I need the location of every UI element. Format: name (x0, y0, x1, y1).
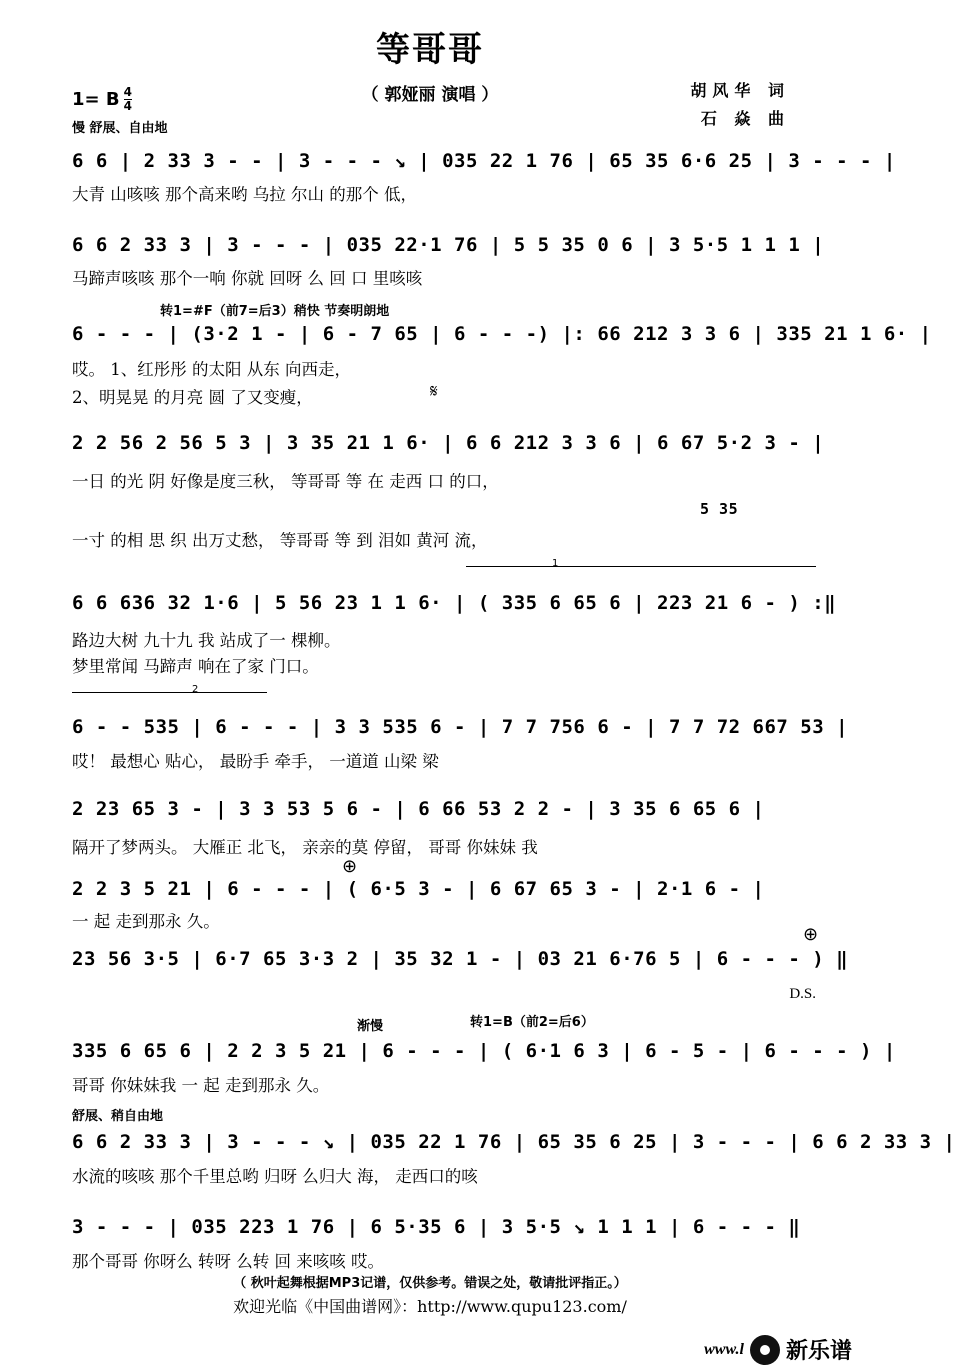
key-signature (72, 86, 132, 113)
coda-icon: ⊕ (342, 856, 358, 877)
notation-line-8: 2 2 3 5 21 | 6 - - - | ( 6·5 3 - | 6 67 65 3 - | 2·1 6 - | (72, 878, 765, 900)
notation-line-1: 6 6 | 2 33 3 - - | 3 - - - ↘ | 035 22 1 76 | 65 35 6·6 25 | 3 - - - | (72, 150, 896, 172)
time-top: 4 (123, 85, 132, 99)
volta-bracket-1 (466, 566, 816, 567)
lyric-line-10: 哥哥 你妹妹我 一 起 走到那永 久。 (72, 1076, 330, 1095)
lyric-line-12: 那个哥哥 你呀么 转呀 么转 回 来咳咳 哎。 (72, 1252, 384, 1271)
lyric-line-3a: 哎。 1、红彤彤 的太阳 从东 向西走， (72, 360, 351, 379)
notation-line-9: 23 56 3·5 | 6·7 65 3·3 2 | 35 32 1 - | 03 21 6·76 5 | 6 - - - ) ‖ (72, 948, 849, 970)
key-change-marking: 转1=#F（前7=后3）稍快 节奏明朗地 (160, 304, 390, 319)
key-change-marking-2: 转1=B（前2=后6） (470, 1015, 594, 1030)
volta-number-1: 1 (552, 558, 559, 569)
notation-line-3: 6 - - - | (3·2 1 - | 6 - 7 65 | 6 - - -) |: 66 212 3 3 6 | 335 21 1 6· | (72, 323, 932, 345)
notation-line-10: 335 6 65 6 | 2 2 3 5 21 | 6 - - - | ( 6·1 6 3 | 6 - 5 - | 6 - - - ) | (72, 1040, 896, 1062)
time-signature (124, 86, 132, 113)
lyric-line-4b: 一寸 的相 思 织 出万丈愁， 等哥哥 等 到 泪如 黄河 流， (72, 531, 488, 550)
volta-bracket-2 (72, 692, 267, 693)
lyric-line-3b: 2、明晃晃 的月亮 圆 了又变瘦， (72, 388, 313, 407)
notation-line-7: 2 23 65 3 - | 3 3 53 5 6 - | 6 66 53 2 2 - | 3 35 6 65 6 | (72, 798, 765, 820)
singer-credit: （ 郭娅丽 演唱 ） (361, 85, 499, 105)
volta-number-2: 2 (192, 684, 199, 695)
ritardando-marking: 渐慢 (357, 1019, 384, 1034)
lyric-line-4a: 一日 的光 阴 好像是度三秋， 等哥哥 等 在 走西 口 的口， (72, 472, 499, 491)
lyric-line-8: 一 起 走到那永 久。 (72, 912, 220, 931)
watermark-logo (704, 1334, 852, 1365)
watermark-brand: 新乐谱 (785, 1339, 852, 1364)
time-bottom: 4 (123, 99, 132, 113)
lyricist-credit: 胡风华 词 (690, 81, 790, 100)
dal-segno-marking: D.S. (789, 986, 816, 1002)
site-link[interactable]: 欢迎光临《中国曲谱网》：http://www.qupu123.com/ (233, 1297, 627, 1316)
notation-line-5: 6 6 636 32 1·6 | 5 56 23 1 1 6· | ( 335 6 65 6 | 223 21 6 - ) :‖ (72, 592, 837, 614)
lyric-line-2: 马蹄声咳咳 那个一响 你就 回呀 么 回 口 里咳咳 (72, 269, 423, 288)
tempo-marking: 慢 舒展、自由地 (72, 121, 168, 136)
lyric-line-5a: 路边大树 九十九 我 站成了一 棵柳。 (72, 631, 341, 650)
lyric-line-7: 隔开了梦两头。 大雁正 北飞， 亲亲的莫 停留， 哥哥 你妹妹 我 (72, 838, 538, 857)
transcription-note: （ 秋叶起舞根据MP3记谱，仅供参考。错误之处，敬请批评指正。） (233, 1276, 627, 1291)
tempo-marking-2: 舒展、稍自由地 (72, 1109, 164, 1124)
lyric-line-5b: 梦里常闻 马蹄声 响在了家 门口。 (72, 657, 319, 676)
lyric-line-11: 水流的咳咳 那个千里总哟 归呀 么归大 海， 走西口的咳 (72, 1167, 478, 1186)
ossia-notes: 5 35 (700, 500, 739, 518)
notation-line-11: 6 6 2 33 3 | 3 - - - ↘ | 035 22 1 76 | 65 35 6 25 | 3 - - - | 6 6 2 33 3 | (72, 1131, 955, 1153)
notation-line-4: 2 2 56 2 56 5 3 | 3 35 21 1 6· | 6 6 212 3 3 6 | 6 67 5·2 3 - | (72, 432, 825, 454)
watermark-url: www.l (704, 1340, 744, 1358)
disc-icon (750, 1335, 780, 1365)
notation-line-2: 6 6 2 33 3 | 3 - - - | 035 22·1 76 | 5 5 35 0 6 | 3 5·5 1 1 1 | (72, 234, 825, 256)
composer-credit: 石 焱 曲 (700, 109, 790, 128)
song-title: 等哥哥 (376, 30, 484, 70)
notation-line-6: 6 - - 535 | 6 - - - | 3 3 535 6 - | 7 7 756 6 - | 7 7 72 667 53 | (72, 716, 849, 738)
lyric-line-6: 哎！ 最想心 贴心， 最盼手 牵手， 一道道 山梁 梁 (72, 752, 439, 771)
notation-line-12: 3 - - - | 035 223 1 76 | 6 5·35 6 | 3 5·5 ↘ 1 1 1 | 6 - - - ‖ (72, 1216, 801, 1238)
segno-icon: 𝄋 (430, 381, 438, 402)
lyric-line-1: 大青 山咳咳 那个高来哟 乌拉 尔山 的那个 低， (72, 185, 417, 204)
coda-icon-2: ⊕ (803, 924, 819, 945)
key-label: 1= B (72, 89, 120, 110)
